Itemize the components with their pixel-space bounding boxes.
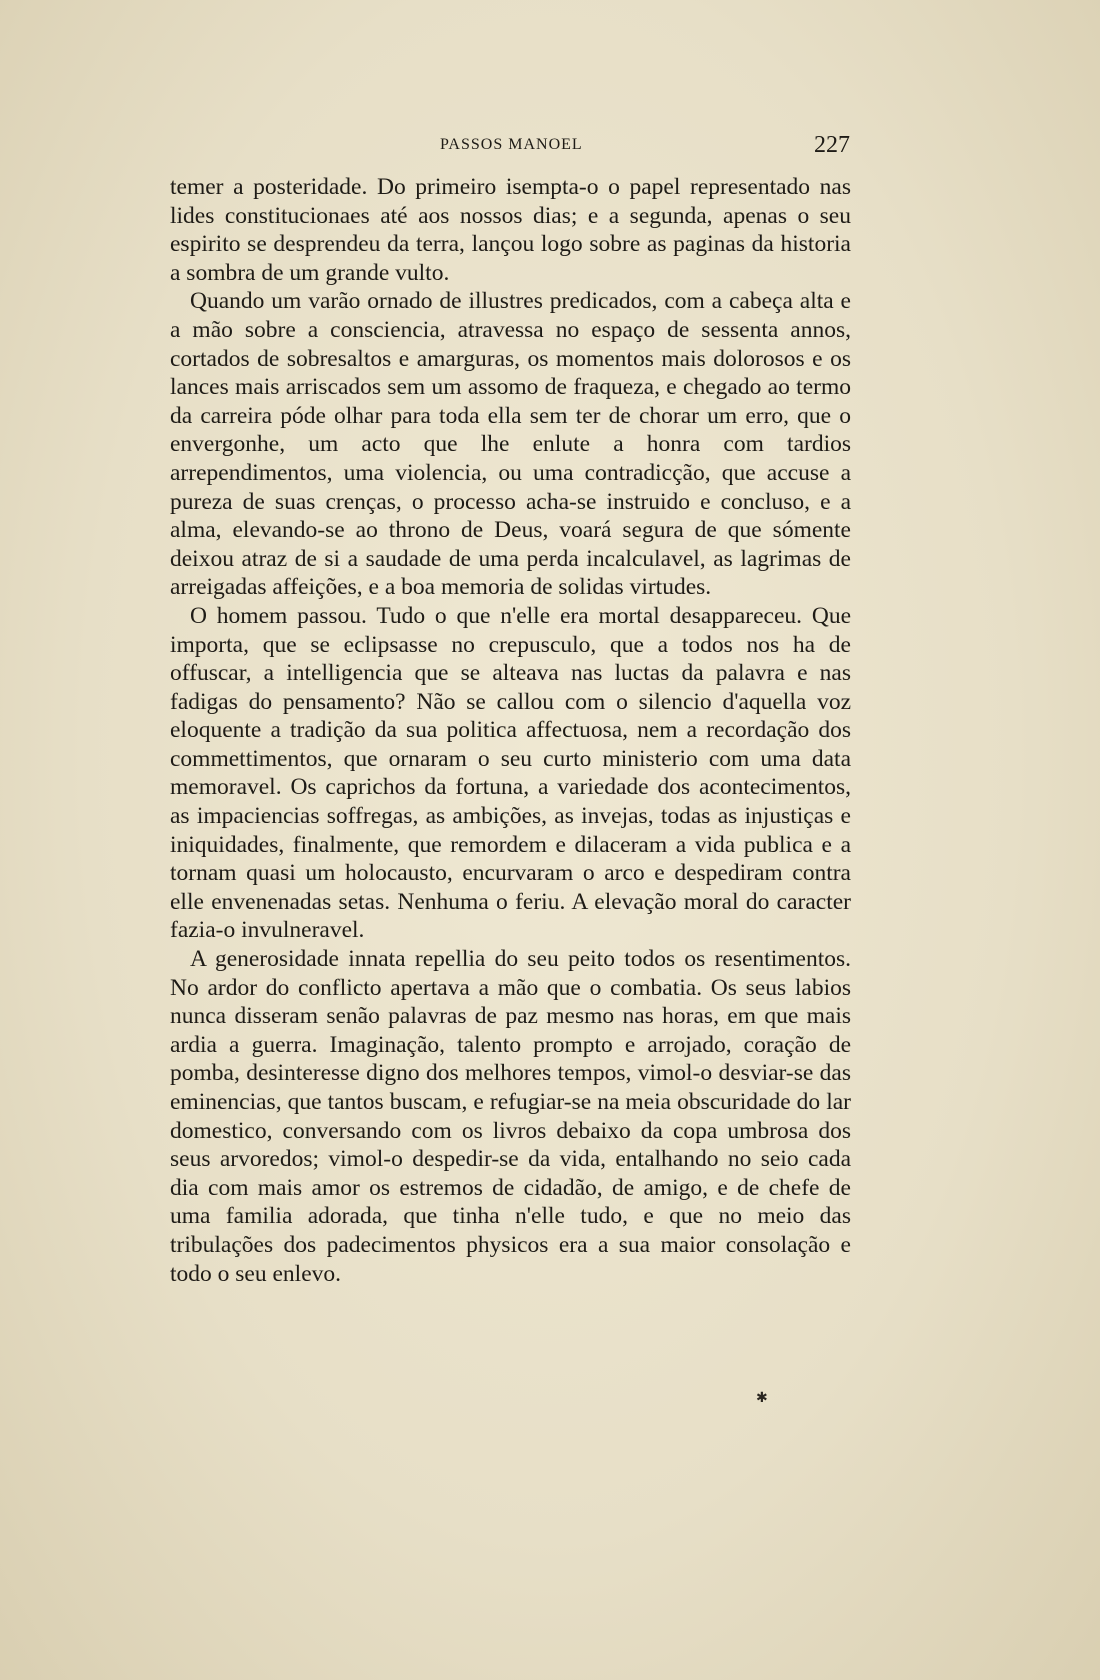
paragraph: O homem passou. Tudo o que n'elle era mortal desappareceu. Que importa, que se eclipsasse no crepusculo, que a todos nos ha de offuscar, a intelligencia que se alteava nas luctas da palavra e nas fadigas do pensamento? Não se callou com o silencio d'aquella voz eloquente a tradição da sua politica affectuosa, nem a recordação dos commettimentos, que ornaram o seu curto ministerio com uma data memoravel. Os caprichos da fortuna, a variedade dos acontecimentos, as impaciencias soffregas, as ambições, as invejas, todas as injustiças e iniquidades, finalmente, que remordem e dilaceram a vida publica e a tornam quasi um holocausto, encurvaram o arco e despediram contra elle envenenadas setas. Nenhuma o feriu. A elevação moral do caracter fazia-o invulneravel. — [170, 602, 851, 944]
paragraph-continuation: temer a posteridade. Do primeiro isempta-o o papel representado nas lides constitucionaes até aos nossos dias; e a segunda, apenas o seu espirito se desprendeu da terra, lançou logo sobre as paginas da historia a sombra de um grande vulto. — [170, 174, 851, 286]
running-title: PASSOS MANOEL — [440, 136, 583, 153]
page-number: 227 — [814, 132, 850, 158]
paragraph: A generosidade innata repellia do seu peito todos os resentimentos. No ardor do conflicto apertava a mão que o combatia. Os seus labios nunca disseram senão palavras de paz mesmo nas horas, em que mais ardia a guerra. Imaginação, talento prompto e arrojado, coração de pomba, desinteresse digno dos melhores tempos, vimol-o desviar-se das eminencias, que tantos buscam, e refugiar-se na meia obscuridade do lar domestico, conversando com os livros debaixo da copa umbrosa dos seus arvoredos; vimol-o despedir-se da vida, entalhando no seio cada dia com mais amor os estremos de cidadão, de amigo, e de chefe de uma familia adorada, que tinha n'elle tudo, e que no meio das tribulações dos padecimentos physicos era a sua maior consolação e todo o seu enlevo. — [170, 946, 851, 1287]
page-header — [170, 132, 850, 162]
asterisk-ornament-icon: ✱ — [756, 1391, 768, 1406]
body-text — [170, 173, 851, 1288]
paragraph: Quando um varão ornado de illustres predicados, com a cabeça alta e a mão sobre a consciencia, atravessa no espaço de sessenta annos, cortados de sobresaltos e amarguras, os momentos mais dolorosos e os lances mais arriscados sem um assomo de fraqueza, e chegado ao termo da carreira póde olhar para toda ella sem ter de chorar um erro, que o envergonhe, um acto que lhe enlute a honra com tardios arrependimentos, uma violencia, ou uma contradicção, que accuse a pureza de suas crenças, o processo acha-se instruido e concluso, e a alma, elevando-se ao throno de Deus, voará segura de que sómente deixou atraz de si a saudade de uma perda incalculavel, as lagrimas de arreigadas affeições, e a boa memoria de solidas virtudes. — [170, 288, 851, 601]
